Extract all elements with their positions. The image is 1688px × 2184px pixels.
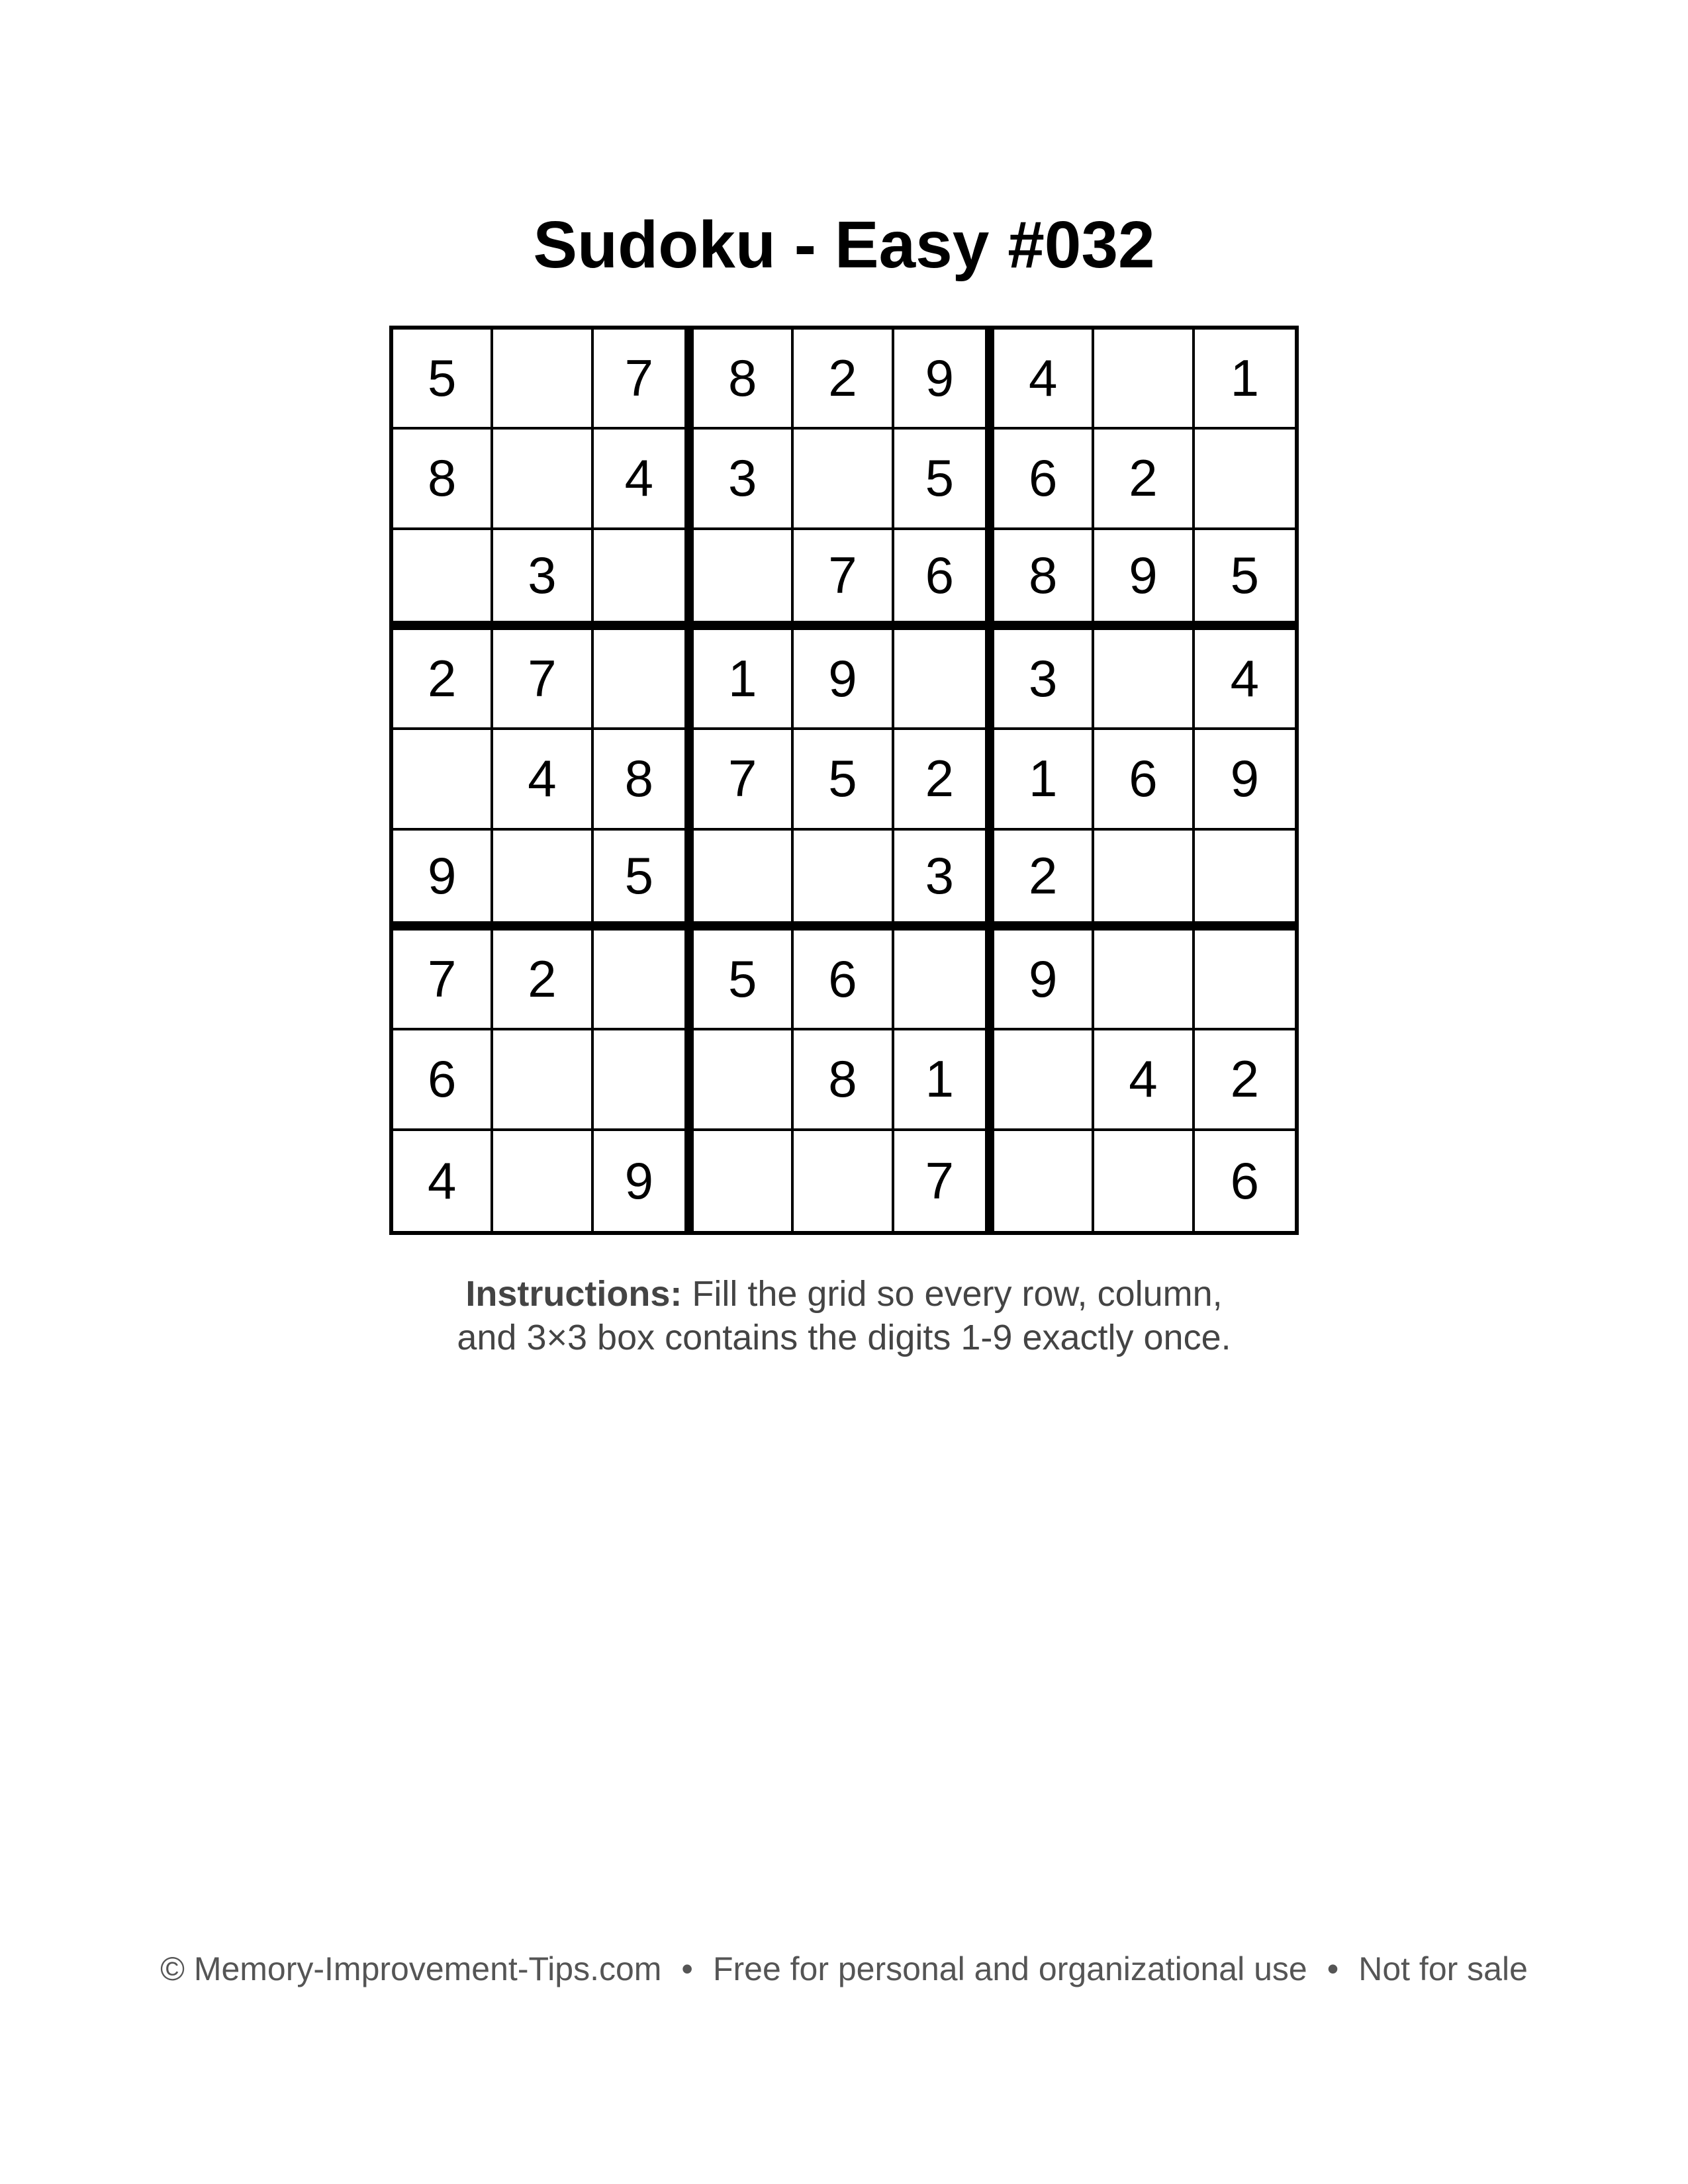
grid-cell-r6-c9 [1195,831,1295,931]
grid-cell-r8-c3 [594,1030,694,1130]
grid-cell-r3-c1 [393,530,493,630]
grid-cell-r2-c8: 2 [1094,430,1194,529]
grid-cell-r9-c7 [994,1131,1094,1231]
grid-cell-r7-c6 [894,931,994,1030]
grid-cell-r8-c9: 2 [1195,1030,1295,1130]
sudoku-grid [389,326,1299,1235]
grid-cell-r9-c2 [493,1131,593,1231]
grid-cell-r9-c1: 4 [393,1131,493,1231]
grid-cell-r8-c1: 6 [393,1030,493,1130]
footer-sale-notice: Not for sale [1358,1950,1528,1987]
grid-cell-r2-c2 [493,430,593,529]
grid-cell-r1-c3: 7 [594,330,694,430]
grid-cell-r6-c8 [1094,831,1194,931]
grid-cell-r7-c2: 2 [493,931,593,1030]
grid-cell-r4-c3 [594,630,694,730]
grid-cell-r2-c4: 3 [694,430,794,529]
grid-cell-r9-c6: 7 [894,1131,994,1231]
grid-cell-r6-c4 [694,831,794,931]
grid-cell-r8-c8: 4 [1094,1030,1194,1130]
grid-cell-r9-c9: 6 [1230,1151,1260,1210]
grid-cell-r9-c5 [794,1131,894,1231]
grid-cell-r4-c4: 1 [694,630,794,730]
grid-cell-r2-c6: 5 [894,430,994,529]
grid-cell-r2-c1: 8 [393,430,493,529]
instructions [0,1272,1688,1359]
grid-cell-r1-c9: 1 [1195,330,1295,430]
grid-cell-r6-c2 [493,831,593,931]
grid-cell-r6-c7: 2 [994,831,1094,931]
grid-cell-r4-c8 [1094,630,1194,730]
grid-cell-r3-c8: 9 [1094,530,1194,630]
grid-cell-r6-c5 [794,831,894,931]
grid-cell-r9-c3: 9 [594,1131,694,1231]
footer-separator: • [681,1950,693,1987]
grid-cell-r7-c3 [594,931,694,1030]
grid-cell-r2-c9 [1195,430,1295,529]
grid-cell-r3-c2: 3 [493,530,593,630]
footer-separator: • [1327,1950,1339,1987]
grid-cell-r5-c7: 1 [994,730,1094,830]
page-title: Sudoku - Easy #032 [533,208,1155,282]
footer-license: Free for personal and organizational use [712,1950,1307,1987]
grid-cell-r3-c7: 8 [994,530,1094,630]
grid-cell-r4-c7: 3 [994,630,1094,730]
instructions-line-2: and 3×3 box contains the digits 1-9 exactly once. [457,1318,1231,1357]
grid-cell-r5-c9: 9 [1195,730,1295,830]
grid-cell-r7-c5: 6 [794,931,894,1030]
grid-cell-r5-c6: 2 [894,730,994,830]
grid-cell-r1-c4: 8 [694,330,794,430]
grid-cell-r6-c1: 9 [393,831,493,931]
footer-copyright: © Memory-Improvement-Tips.com [160,1950,662,1987]
grid-cell-r7-c8 [1094,931,1194,1030]
instructions-line-1 [0,1272,1688,1316]
grid-cell-r8-c2 [493,1030,593,1130]
grid-cell-r1-c8 [1094,330,1194,430]
footer [0,1946,1688,1992]
grid-cell-r9-c4 [694,1131,794,1231]
grid-cell-r7-c4: 5 [694,931,794,1030]
grid-cell-r1-c5: 2 [794,330,894,430]
grid-cell-r5-c4: 7 [694,730,794,830]
grid-cell-r1-c7: 4 [994,330,1094,430]
grid-cell-r4-c5: 9 [794,630,894,730]
grid-cell-r1-c6: 9 [894,330,994,430]
grid-cell-r3-c4 [694,530,794,630]
grid-cell-r4-c6 [894,630,994,730]
instructions-label: Instructions: [465,1274,682,1314]
grid-cell-r3-c6: 6 [894,530,994,630]
grid-cell-r6-c3: 5 [594,831,694,931]
grid-cell-r8-c5: 8 [794,1030,894,1130]
grid-cell-r1-c2 [493,330,593,430]
grid-cell-r8-c6: 1 [894,1030,994,1130]
grid-cell-r7-c9 [1195,931,1295,1030]
grid-cell-r2-c3: 4 [594,430,694,529]
grid-cell-r9-c8 [1094,1131,1194,1231]
grid-cell-r5-c3: 8 [594,730,694,830]
grid-cell-r3-c9: 5 [1195,530,1295,630]
grid-cell-r7-c7: 9 [994,931,1094,1030]
grid-cell-r3-c5: 7 [794,530,894,630]
grid-cell-r4-c9: 4 [1195,630,1295,730]
instructions-text-1: Fill the grid so every row, column, [682,1274,1223,1314]
grid-cell-r8-c7 [994,1030,1094,1130]
grid-cell-r7-c1: 7 [393,931,493,1030]
grid-cell-r5-c5: 5 [794,730,894,830]
grid-cell-r4-c1: 2 [393,630,493,730]
grid-cell-r6-c6: 3 [894,831,994,931]
grid-cell-r8-c4 [694,1030,794,1130]
grid-cell-r5-c1 [393,730,493,830]
grid-cell-r1-c1: 5 [393,330,493,430]
grid-cell-r4-c2: 7 [493,630,593,730]
grid-cell-r3-c3 [594,530,694,630]
grid-cell-r2-c7: 6 [994,430,1094,529]
grid-cell-r2-c5 [794,430,894,529]
grid-cell-r5-c8: 6 [1094,730,1194,830]
grid-cell-r5-c2: 4 [493,730,593,830]
